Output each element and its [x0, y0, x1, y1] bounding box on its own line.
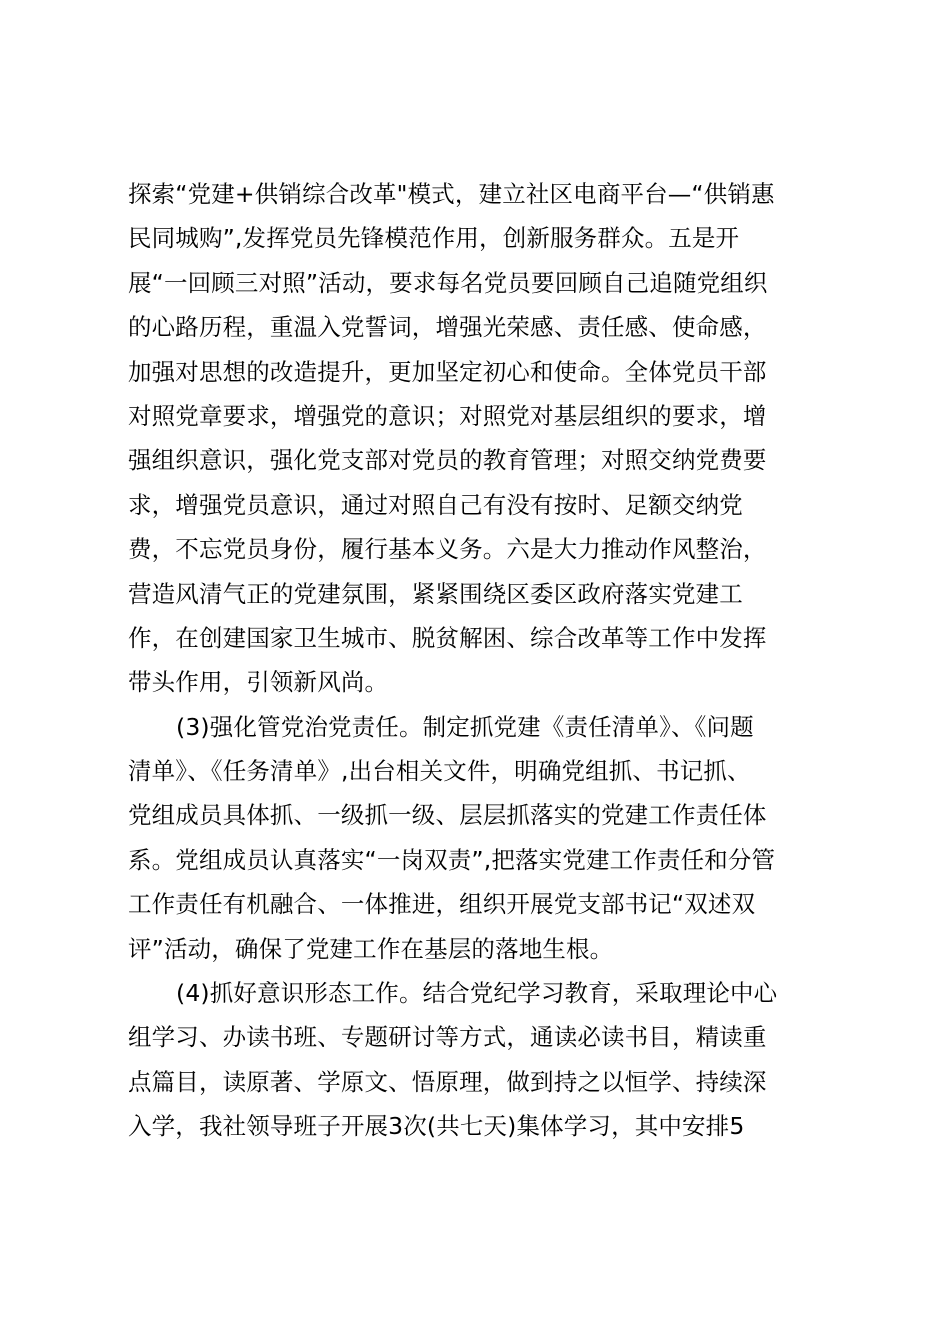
- text-line: 带头作用，引领新风尚。: [128, 668, 389, 697]
- text-line: 展“一回顾三对照”活动，要求每名党员要回顾自己追随党组织: [128, 268, 768, 297]
- text-line: 强组织意识，强化党支部对党员的教育管理；对照交纳党费要: [128, 446, 767, 475]
- text-line: 工作责任有机融合、一体推进，组织开展党支部书记“双述双: [128, 890, 756, 919]
- text-line: 入学，我社领导班子开展3次(共七天)集体学习，其中安排5: [128, 1112, 745, 1141]
- text-line: 费，不忘党员身份，履行基本义务。六是大力推动作风整治，: [128, 535, 767, 564]
- paragraph-start-line: (4)抓好意识形态工作。结合党纪学习教育，采取理论中心: [176, 979, 778, 1008]
- paragraph-start-line: (3)强化管党治党责任。制定抓党建《责任清单》、《问题: [176, 712, 754, 741]
- text-line: 系。党组成员认真落实“一岗双责”,把落实党建工作责任和分管: [128, 845, 776, 874]
- text-line: 的心路历程，重温入党誓词，增强光荣感、责任感、使命感，: [128, 313, 767, 342]
- text-line: 清单》、《任务清单》,出台相关文件，明确党组抓、书记抓、: [128, 757, 751, 786]
- text-line: 探索“党建+供销综合改革"模式，建立社区电商平台—“供销惠: [128, 180, 775, 208]
- text-line: 作，在创建国家卫生城市、脱贫解困、综合改革等工作中发挥: [128, 623, 767, 652]
- text-line: 加强对思想的改造提升，更加坚定初心和使命。全体党员干部: [128, 357, 767, 386]
- text-line: 求，增强党员意识，通过对照自己有没有按时、足额交纳党: [128, 490, 743, 519]
- body-text: [128, 172, 848, 1149]
- text-line: 对照党章要求，增强党的意识；对照党对基层组织的要求，增: [128, 401, 767, 430]
- text-line: 组学习、办读书班、专题研讨等方式，通读必读书目，精读重: [128, 1023, 767, 1052]
- text-line: 民同城购”,发挥党员先锋模范作用，创新服务群众。五是开: [128, 224, 740, 253]
- text-line: 点篇目，读原著、学原文、悟原理，做到持之以恒学、持续深: [128, 1067, 767, 1096]
- text-line: 评”活动，确保了党建工作在基层的落地生根。: [128, 934, 614, 963]
- text-line: 党组成员具体抓、一级抓一级、层层抓落实的党建工作责任体: [128, 801, 767, 830]
- text-line: 营造风清气正的党建氛围，紧紧围绕区委区政府落实党建工: [128, 579, 743, 608]
